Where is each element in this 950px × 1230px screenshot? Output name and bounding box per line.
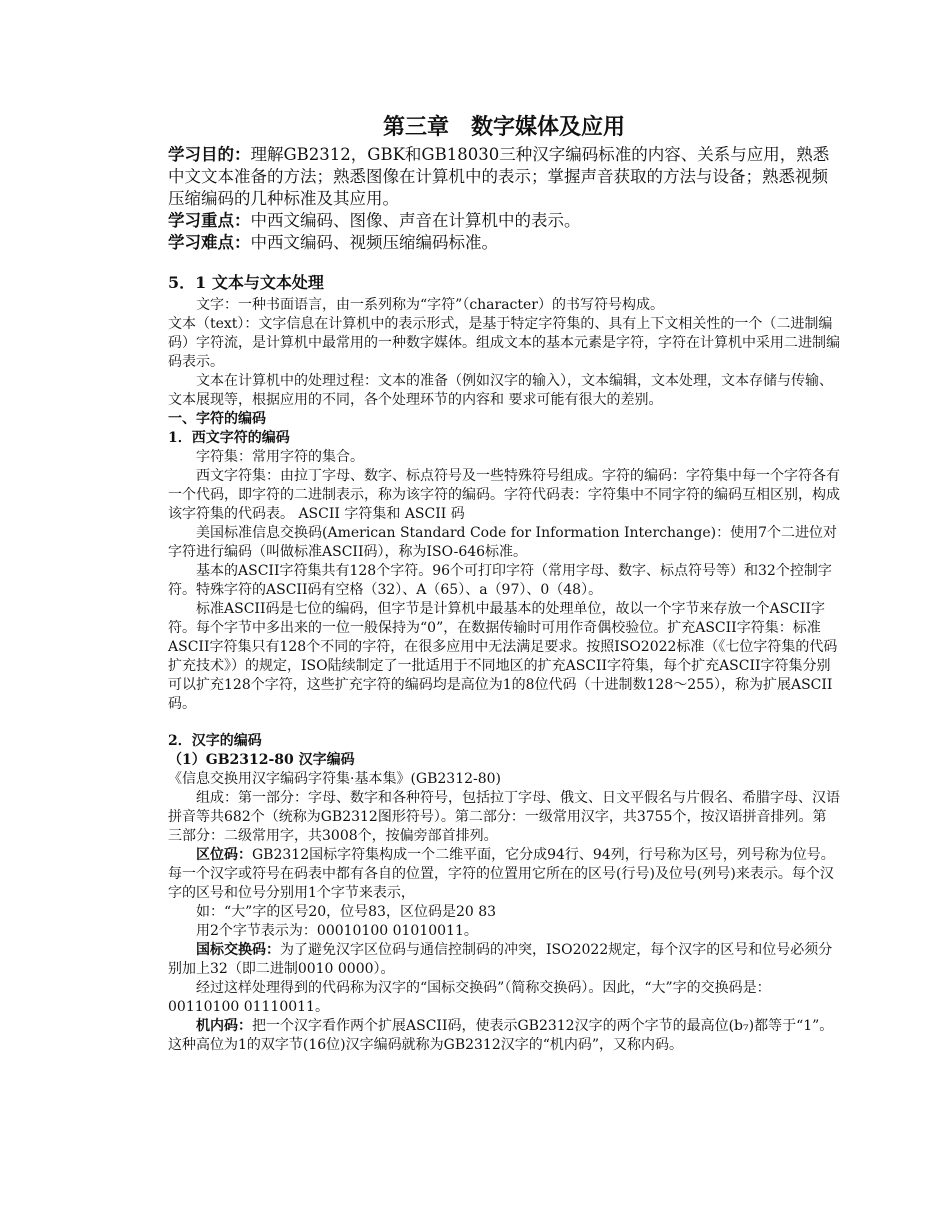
paragraph: 标准ASCII码是七位的编码，但字节是计算机中最基本的处理单位，故以一个字节来存放一个ASCII字符。每个字节中多出来的一位一般保持为“0”，在数据传输时可用作奇偶校验位。扩充ASCII字符集：标准ASCII字符集只有128个不同的字符，在很多应用中无法满足要求。按照ISO2022标准（《七位字符集的代码扩充技术》）的规定，ISO陆续制定了一批适用于不同地区的扩充ASCII字符集，每个扩充ASCII字符集分别可以扩充128个字符，这些扩充字符的编码均是高位为1的8位代码（十进制数128～255），称为扩展ASCII码。: [168, 601, 838, 712]
section-heading: 5．1 文本与文本处理: [168, 273, 324, 292]
paragraph: 文本（text）：文字信息在计算机中的表示形式，是基于特定字符集的、具有上下文相关性的一个（二进制编码）字符流，是计算机中最常用的一种数字媒体。组成文本的基本元素是字符，字符在计算机中采用二进制编码表示。: [168, 316, 840, 370]
learning-objectives: [168, 144, 840, 254]
difficulty-text: 中西文编码、视频压缩编码标准。: [250, 233, 498, 252]
term-label: 区位码：: [196, 847, 252, 863]
subsection-heading: 一、字符的编码: [168, 411, 266, 427]
paragraph: 如：“大”字的区号20，位号83，区位码是20 83: [196, 904, 497, 920]
paragraph: 基本的ASCII字符集共有128个字符。96个可打印字符（常用字母、数字、标点符号等）和32个控制字符。特殊字符的ASCII码有空格（32）、A（65）、a（97）、0（48）。: [168, 563, 832, 598]
purpose-text: 理解GB2312，GBK和GB18030三种汉字编码标准的内容、关系与应用，熟悉中文文本准备的方法；熟悉图像在计算机中的表示；掌握声音获取的方法与设备；熟悉视频压缩编码的几种标准及其应用。: [168, 145, 830, 208]
difficulty-label: 学习难点：: [168, 233, 251, 252]
chapter-title: 第三章 数字媒体及应用: [382, 114, 625, 140]
paragraph: 组成：第一部分：字母、数字和各种符号，包括拉丁字母、俄文、日文平假名与片假名、希腊字母、汉语拼音等共682个（统称为GB2312图形符号）。第二部分：一级常用汉字，共3755个，按汉语拼音排列。第三部分：二级常用字，共3008个，按偏旁部首排列。: [168, 790, 840, 844]
paragraph: 经过这样处理得到的代码称为汉字的“国标交换码”（简称交换码）。因此，“大”字的交换码是：00110100 01110011。: [168, 980, 771, 1015]
subsection-heading: 2．汉字的编码: [168, 733, 262, 749]
term-text: 把一个汉字看作两个扩展ASCII码，使表示GB2312汉字的两个字节的最高位(b₇)都等于“1”。这种高位为1的双字节(16位)汉字编码就称为GB2312汉字的“机内码”，又称内码。: [168, 1018, 834, 1053]
term-label: 国标交换码：: [196, 942, 280, 958]
term-text: 为了避免汉字区位码与通信控制码的冲突，ISO2022规定，每个汉字的区号和位号必须分别加上32（即二进制0010 0000）。: [168, 942, 833, 977]
spacer: [168, 714, 840, 732]
paragraph: 文本在计算机中的处理过程：文本的准备（例如汉字的输入），文本编辑，文本处理，文本存储与传输、文本展现等，根据应用的不同，各个处理环节的内容和 要求可能有很大的差别。: [168, 373, 833, 408]
paragraph: 字符集：常用字符的集合。: [196, 449, 364, 465]
term-label: 机内码：: [196, 1018, 252, 1034]
subsection-heading: 1．西文字符的编码: [168, 430, 290, 446]
term-text: GB2312国标字符集构成一个二维平面，它分成94行、94列，行号称为区号，列号称为位号。每一个汉字或符号在码表中都有各自的位置，字符的位置用它所在的区号(行号)及位号(列号)来表示。每个汉字的区号和位号分别用1个字节来表示，: [168, 847, 835, 901]
focus-text: 中西文编码、图像、声音在计算机中的表示。: [250, 211, 581, 230]
paragraph: [168, 1017, 840, 1055]
objective-difficulty: [168, 232, 840, 254]
purpose-label: 学习目的：: [168, 145, 251, 164]
objective-focus: [168, 210, 840, 232]
document-page: [168, 112, 840, 1055]
focus-label: 学习重点：: [168, 211, 251, 230]
paragraph: 美国标准信息交换码(American Standard Code for Information Interchange)：使用7个二进位对字符进行编码（叫做标准ASCII码），称为ISO-646标准。: [168, 525, 837, 560]
paragraph: 《信息交换用汉字编码字符集·基本集》(GB2312-80): [168, 771, 502, 787]
paragraph: 文字：一种书面语言，由一系列称为“字符”（character）的书写符号构成。: [196, 297, 665, 313]
objective-purpose: [168, 144, 840, 210]
subsection-heading: （1）GB2312-80 汉字编码: [168, 752, 355, 768]
paragraph: 用2个字节表示为：00010100 01010011。: [196, 923, 478, 939]
paragraph: [168, 941, 840, 979]
paragraph: [168, 846, 840, 903]
paragraph: 西文字符集：由拉丁字母、数字、标点符号及一些特殊符号组成。字符的编码：字符集中每一个字符各有一个代码，即字符的二进制表示，称为该字符的编码。字符代码表：字符集中不同字符的编码互相区别，构成该字符集的代码表。 ASCII 字符集和 ASCII 码: [168, 468, 840, 522]
